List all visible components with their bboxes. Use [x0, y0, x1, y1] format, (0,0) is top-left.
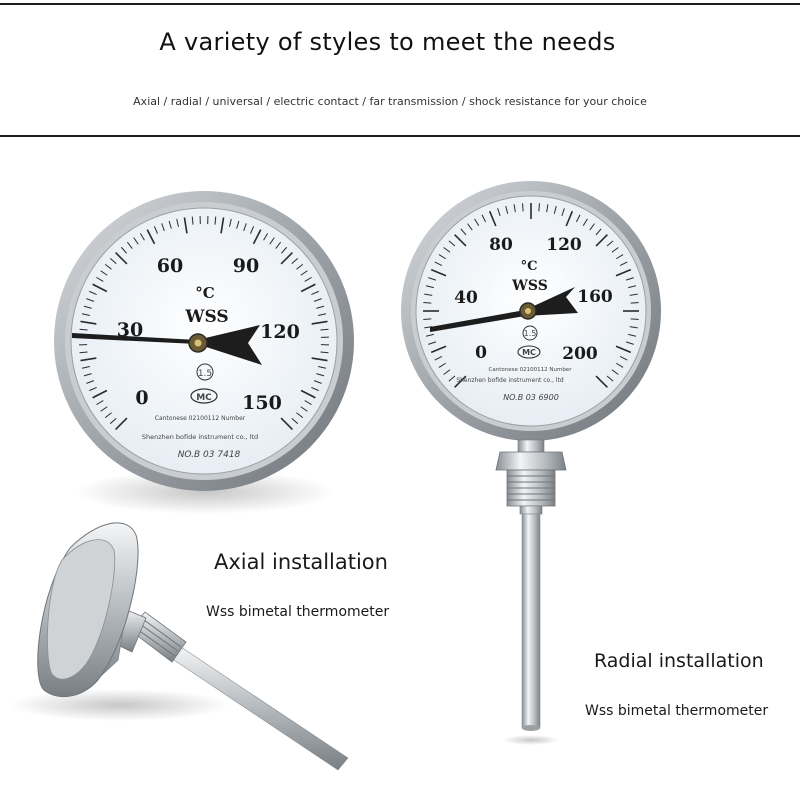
left-serial: NO.B 03 7418 — [177, 450, 241, 460]
left-cert-line: Cantonese 02100112 Number — [154, 415, 246, 422]
dial-minor-tick — [423, 303, 431, 304]
right-accuracy-label: 1.5 — [523, 329, 537, 338]
left-scale-label-150: 150 — [242, 392, 282, 414]
page-title: A variety of styles to meet the needs — [159, 28, 616, 56]
left-accuracy-label: 1.5 — [197, 369, 213, 379]
dial-minor-tick — [523, 203, 524, 211]
page-subtitle: Axial / radial / universal / electric contact / far transmission / shock resistance for your choice — [133, 95, 647, 108]
radial-stem — [522, 514, 540, 728]
left-scale-label-0: 0 — [135, 387, 149, 409]
right-scale-label-200: 200 — [562, 344, 598, 364]
right-scale-label-120: 120 — [546, 235, 582, 255]
dial-minor-tick — [539, 203, 540, 211]
right-scale-label-40: 40 — [454, 288, 478, 308]
dial-minor-tick — [423, 319, 431, 320]
axial-installation-subtitle: Wss bimetal thermometer — [206, 604, 390, 620]
axial-installation-title: Axial installation — [214, 550, 388, 574]
left-mc-text: MC — [196, 393, 212, 403]
right-maker-line: Shenzhen bofide instrument co., ltd — [456, 377, 564, 384]
left-scale-label-30: 30 — [116, 319, 144, 341]
right-serial: NO.B 03 6900 — [503, 393, 559, 402]
dial-minor-tick — [631, 319, 639, 320]
left-scale-label-90: 90 — [232, 255, 260, 277]
right-scale-label-80: 80 — [489, 235, 513, 255]
right-mc-text: MC — [522, 348, 536, 357]
right-model-label: WSS — [512, 278, 548, 294]
dial-minor-tick — [631, 303, 639, 304]
left-scale-label-120: 120 — [260, 321, 300, 343]
left-model-label: WSS — [185, 307, 229, 327]
right-scale-label-160: 160 — [577, 287, 613, 307]
right-cert-line: Cantonese 02100112 Number — [488, 367, 572, 373]
radial-installation-subtitle: Wss bimetal thermometer — [585, 703, 769, 719]
axial-gauge-image — [54, 191, 354, 514]
right-scale-label-0: 0 — [475, 343, 487, 363]
left-scale-label-60: 60 — [156, 255, 184, 277]
radial-installation-title: Radial installation — [594, 650, 764, 672]
right-unit-label: °C — [520, 259, 538, 274]
left-maker-line: Shenzhen bofide instrument co., ltd — [141, 433, 259, 441]
left-unit-label: °C — [195, 284, 215, 302]
